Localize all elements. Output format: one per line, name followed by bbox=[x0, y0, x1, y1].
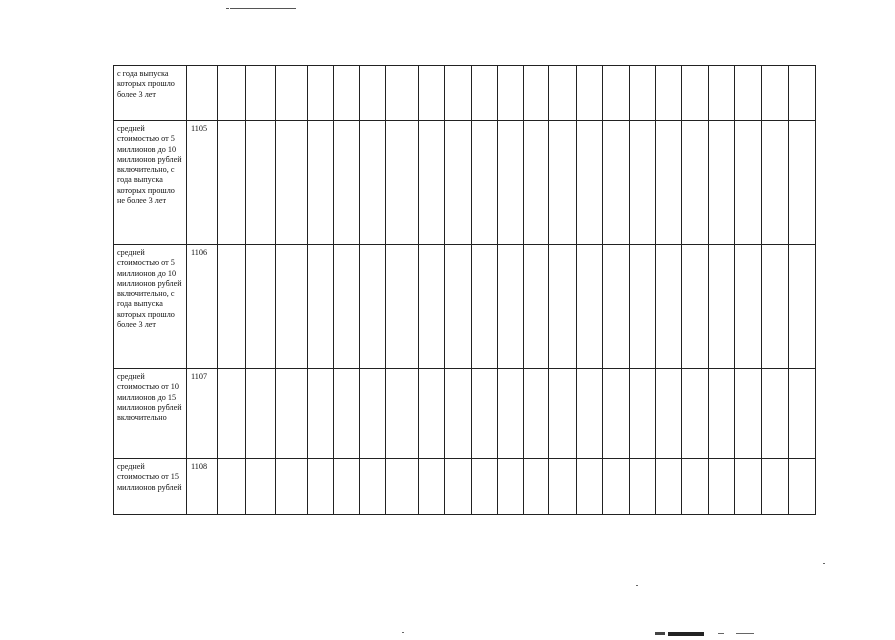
table-row bbox=[114, 245, 867, 369]
row-code: 1108 bbox=[187, 459, 218, 515]
row-label: средней стоимостью от 10 миллионов до 15 миллионов рублей включительно bbox=[114, 369, 187, 459]
row-code: 1106 bbox=[187, 245, 218, 369]
row-label: средней стоимостью от 5 миллионов до 10 миллионов рублей включительно, с года выпуска которых прошло не более 3 лет bbox=[114, 121, 187, 245]
row-code: 1105 bbox=[187, 121, 218, 245]
scan-speck bbox=[736, 633, 754, 634]
scan-speck bbox=[718, 633, 724, 634]
report-table bbox=[113, 65, 867, 515]
scan-speck bbox=[402, 632, 404, 633]
table-row bbox=[114, 459, 867, 515]
table-row bbox=[114, 121, 867, 245]
scan-speck bbox=[636, 585, 638, 586]
row-label: с года выпуска которых прошло более 3 лет bbox=[114, 66, 187, 121]
row-label: средней стоимостью от 15 миллионов рублей bbox=[114, 459, 187, 515]
row-code: 1107 bbox=[187, 369, 218, 459]
table-row bbox=[114, 369, 867, 459]
row-code bbox=[187, 66, 218, 121]
scan-mark-bottom bbox=[668, 632, 704, 636]
table-row bbox=[114, 66, 867, 121]
scan-mark-top bbox=[230, 8, 296, 9]
scan-speck bbox=[823, 563, 825, 564]
row-label: средней стоимостью от 5 миллионов до 10 миллионов рублей включительно, с года выпуска которых прошло более 3 лет bbox=[114, 245, 187, 369]
scan-mark-bottom bbox=[655, 632, 665, 635]
